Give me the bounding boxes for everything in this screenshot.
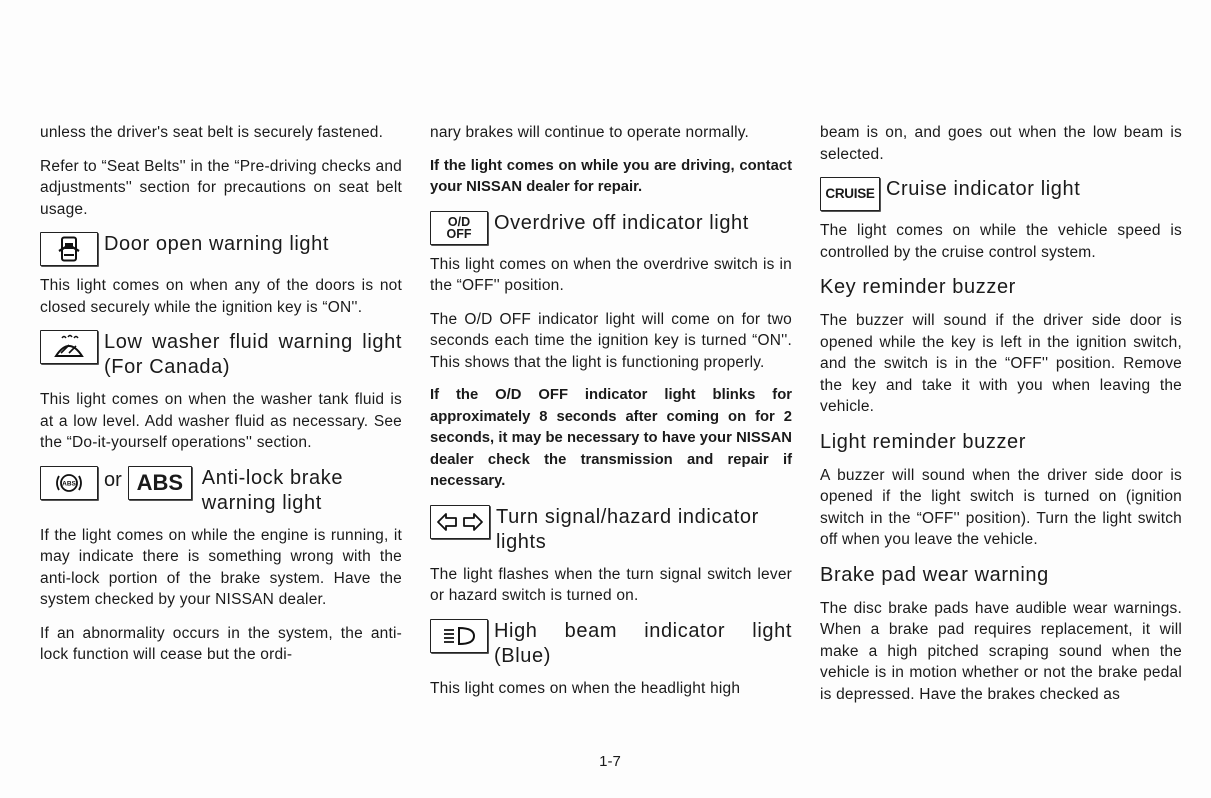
abs-box-label: ABS — [136, 469, 184, 495]
cruise-text: The light comes on while the vehicle speed is controlled by the cruise control system. — [820, 222, 1182, 261]
light-reminder-title: Light reminder buzzer — [820, 430, 1027, 453]
page-number: 1-7 — [599, 753, 621, 770]
abs-text-continued: If an abnormality occurs in the system, the anti-lock function will cease but the ordi- — [40, 624, 402, 663]
high-beam-icon — [430, 619, 488, 653]
door-open-heading — [40, 232, 402, 266]
or-text: or — [104, 468, 122, 491]
turn-signal-text: The light flashes when the turn signal switch lever or hazard switch is turned on. — [430, 565, 792, 604]
door-open-warning-icon — [40, 232, 98, 266]
cruise-icon — [820, 177, 880, 211]
svg-text:ABS: ABS — [62, 480, 76, 487]
abs-text-icon — [128, 466, 192, 500]
key-reminder-title: Key reminder buzzer — [820, 276, 1016, 298]
warning-paragraph: If the light comes on while you are driving, contact your NISSAN dealer for repair. — [430, 157, 792, 195]
overdrive-title: Overdrive off indicator light — [494, 211, 749, 234]
cruise-title: Cruise indicator light — [886, 178, 1081, 200]
brake-pad-title: Brake pad wear warning — [820, 563, 1049, 586]
light-reminder-text: A buzzer will sound when the driver side door is opened if the light switch is turned on (ignition switch in the “OFF'' position). Turn the light switch off when you leave the vehicle. — [820, 466, 1182, 548]
door-open-title: Door open warning light — [104, 233, 330, 255]
abs-heading — [40, 466, 402, 516]
paragraph: nary brakes will continue to operate normally. — [430, 124, 750, 141]
column-right — [820, 122, 1182, 717]
high-beam-title: High beam indicator light (Blue) — [494, 619, 792, 667]
paragraph: beam is on, and goes out when the low beam is selected. — [820, 124, 1182, 163]
cruise-icon-label: CRUISE — [825, 186, 875, 201]
paragraph: Refer to “Seat Belts'' in the “Pre-driving checks and adjustments'' section for precautions on seat belt usage. — [40, 157, 402, 218]
overdrive-text: The O/D OFF indicator light will come on for two seconds each time the ignition key is turned “ON''. This shows that the light is functioning properly. — [430, 310, 792, 371]
abs-circle-icon — [40, 466, 98, 500]
door-open-text: This light comes on when any of the doors is not closed securely while the ignition key is “ON''. — [40, 277, 402, 316]
washer-fluid-heading — [40, 330, 402, 380]
column-middle — [430, 122, 792, 711]
turn-signal-heading — [430, 505, 792, 555]
abs-title: Anti-lock brake warning light — [201, 466, 344, 514]
washer-fluid-text: This light comes on when the washer tank fluid is at a low level. Add washer fluid as necessary. See the “Do-it-yourself operations'' section. — [40, 391, 402, 451]
overdrive-off-icon — [430, 211, 488, 245]
overdrive-icon-line1: O/D — [447, 214, 471, 229]
high-beam-text: This light comes on when the headlight high — [430, 679, 741, 697]
overdrive-heading — [430, 211, 792, 245]
overdrive-warning: If the O/D OFF indicator light blinks for approximately 8 seconds after coming on for 2 seconds, it may be necessary to have your NISSAN dealer check the transmission and repair if necessary. — [430, 387, 792, 489]
overdrive-text: This light comes on when the overdrive switch is in the “OFF'' position. — [430, 255, 792, 294]
washer-fluid-icon — [40, 330, 98, 364]
high-beam-heading — [430, 619, 792, 669]
cruise-heading — [820, 177, 1182, 211]
turn-signal-title: Turn signal/hazard indicator lights — [496, 505, 759, 553]
turn-signal-arrows-icon — [430, 505, 490, 539]
brake-pad-text: The disc brake pads have audible wear warnings. When a brake pad requires replacement, it will make a high pitched scraping sound when the vehicle is in motion whether or not the brake pedal is depressed. Have the brakes checked as — [820, 599, 1182, 703]
key-reminder-text: The buzzer will sound if the driver side door is opened while the key is left in the ignition switch, and the switch is in the “OFF'' position. Remove the key and take it with you when leaving the vehicle. — [820, 312, 1182, 415]
washer-fluid-title: Low washer fluid warning light (For Canada) — [104, 331, 402, 378]
paragraph: unless the driver's seat belt is securely fastened. — [40, 124, 384, 141]
column-left — [40, 122, 402, 678]
abs-text: If the light comes on while the engine is running, it may indicate there is something wrong with the anti-lock portion of the brake system. Have the system checked by your NISSAN dealer. — [40, 526, 402, 608]
overdrive-icon-line2: OFF — [446, 226, 472, 241]
